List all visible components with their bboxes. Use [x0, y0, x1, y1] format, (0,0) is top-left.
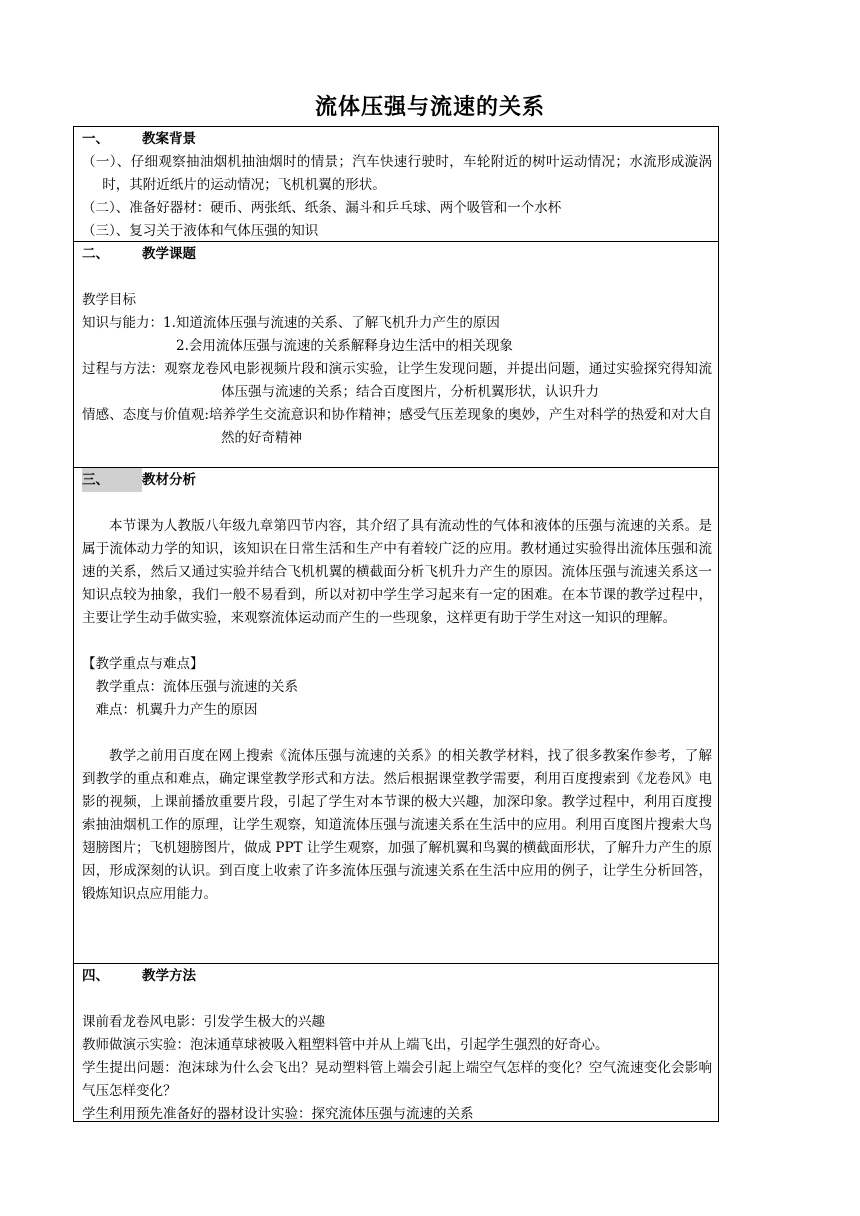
section-number: 二、: [82, 246, 109, 262]
method-item-1: 课前看龙卷风电影：引发学生极大的兴趣: [82, 1014, 325, 1030]
emotion-line: [82, 404, 712, 450]
section-analysis: [74, 467, 718, 963]
keypoints-title: 【教学重点与难点】: [82, 656, 204, 672]
method-item-3: 学生提出问题：泡沫球为什么会飞出？晃动塑料管上端会引起上端空气怎样的变化？空气流速变化会影响气压怎样变化？: [82, 1060, 712, 1099]
knowledge-item-1: 1.知道流体压强与流速的关系、了解飞机升力产生的原因: [163, 315, 500, 331]
section-title: 教材分析: [142, 472, 196, 488]
process-line: [82, 358, 712, 404]
knowledge-line-1: [82, 312, 712, 335]
emotion-label: 情感、态度与价值观:: [82, 407, 209, 423]
analysis-paragraph: 本节课为人教版八年级九章第四节内容，其介绍了具有流动性的气体和液体的压强与流速的关系。是属于流体动力学的知识，该知识在日常生活和生产中有着较广泛的应用。教材通过实验得出流体压强和流速的关系，然后又通过实验并结合飞机机翼的横截面分析飞机升力产生的原因。流体压强与流速关系这一知识点较为抽象，我们一般不易看到，所以对初中学生学习起来有一定的困难。在本节课的教学过程中，主要让学生动手做实验，来观察流体运动而产生的一些现象，这样更有助于学生对这一知识的理解。: [82, 518, 712, 626]
focus-text: 教学重点：流体压强与流速的关系: [95, 679, 298, 695]
knowledge-label: 知识与能力：: [82, 315, 163, 331]
process-label: 过程与方法：: [82, 361, 165, 377]
section-method: [74, 963, 718, 1121]
section-number: 一、: [82, 131, 109, 147]
section-heading: [82, 964, 712, 988]
method-item-2: 教师做演示实验：泡沫通草球被吸入粗塑料管中并从上端飞出，引起学生强烈的好奇心。: [82, 1037, 609, 1053]
background-item-3: （三）、复习关于液体和气体压强的知识: [82, 223, 319, 239]
knowledge-item-2: 2.会用流体压强与流速的关系解释身边生活中的相关现象: [176, 338, 513, 354]
section-title: 教案背景: [142, 131, 196, 147]
preparation-paragraph: 教学之前用百度在网上搜索《流体压强与流速的关系》的相关教学材料，找了很多教案作参考，了解到教学的重点和难点，确定课堂教学形式和方法。然后根据课堂教学需要，利用百度搜索到《龙卷风》电影的视频，上课前播放重要片段，引起了学生对本节课的极大兴趣，加深印象。教学过程中，利用百度搜索抽油烟机工作的原理，让学生观察，知道流体压强与流速关系在生活中的应用。利用百度图片搜索大鸟翅膀图片；飞机翅膀图片，做成 PPT 让学生观察，加强了解机翼和鸟翼的横截面形状，了解升力产生的原因，形成深刻的认识。到百度上收索了许多流体压强与流速关系在生活中应用的例子，让学生分析回答，锻炼知识点应用能力。: [82, 748, 712, 902]
section-heading: [82, 468, 712, 492]
section-topic: [74, 241, 718, 467]
section-background: [74, 127, 718, 241]
section-number: 四、: [82, 968, 109, 984]
goal-title: 教学目标: [82, 292, 136, 308]
process-text: 观察龙卷风电影视频片段和演示实验，让学生发现问题，并提出问题，通过实验探究得知流体压强与流速的关系；结合百度图片，分析机翼形状，认识升力: [164, 361, 713, 400]
section-title: 教学方法: [142, 968, 196, 984]
method-item-4: 学生利用预先准备好的器材设计实验：探究流体压强与流速的关系: [82, 1106, 474, 1122]
emotion-text: 培养学生交流意识和协作精神；感受气压差现象的奥妙，产生对科学的热爱和对大自然的好奇精神: [208, 407, 712, 446]
background-item-1: （一）、仔细观察抽油烟机抽油烟时的情景；汽车快速行驶时，车轮附近的树叶运动情况；水流形成漩涡时，其附近纸片的运动情况；飞机机翼的形状。: [82, 154, 712, 193]
difficulty-text: 难点：机翼升力产生的原因: [95, 702, 258, 718]
section-heading: [82, 127, 712, 151]
section-number: 三、: [82, 468, 142, 492]
lesson-plan-table: [73, 126, 719, 1122]
section-heading: [82, 242, 712, 266]
section-title: 教学课题: [142, 246, 196, 262]
background-item-2: （二）、准备好器材：硬币、两张纸、纸条、漏斗和乒乓球、两个吸管和一个水杯: [82, 200, 562, 216]
page-title: 流体压强与流速的关系: [314, 94, 545, 120]
